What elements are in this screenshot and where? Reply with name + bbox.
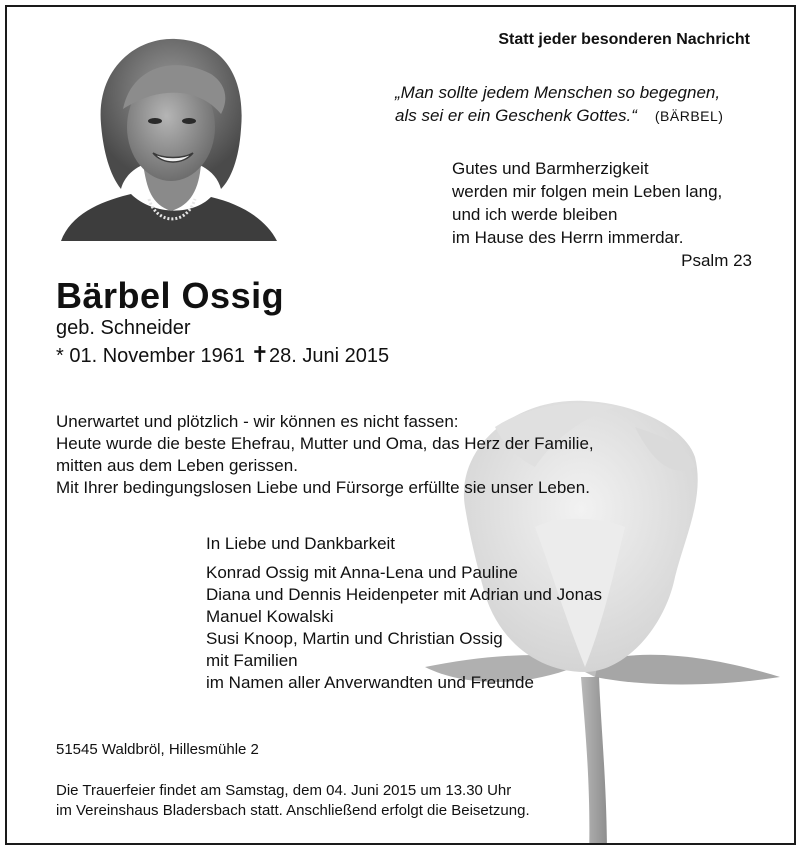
psalm-verse [452,157,752,272]
funeral-line: im Vereinshaus Bladersbach statt. Anschließend erfolgt die Beisetzung. [56,802,530,819]
mourner-line: Konrad Ossig mit Anna-Lena und Pauline [206,563,518,582]
mourner-line: im Namen aller Anverwandten und Freunde [206,673,534,692]
mourner-line: Manuel Kowalski [206,607,334,626]
quote-author: (BÄRBEL) [654,108,724,124]
psalm-line: Gutes und Barmherzigkeit [452,159,649,178]
death-date: 28. Juni 2015 [269,345,390,367]
message-line: mitten aus dem Leben gerissen. [56,456,298,475]
quote-block [395,81,755,128]
psalm-line: werden mir folgen mein Leben lang, [452,182,723,201]
family-address: 51545 Waldbröl, Hillesmühle 2 [56,741,259,758]
cross-icon: ✝ [250,342,270,367]
life-dates [56,342,389,369]
birth-name: geb. Schneider [56,317,191,339]
memorial-message [56,411,696,499]
deceased-name: Bärbel Ossig [56,275,285,316]
quote-line: „Man sollte jedem Menschen so begegnen, [395,83,721,102]
psalm-line: im Hause des Herrn immerdar. [452,228,684,247]
psalm-line: und ich werde bleiben [452,205,618,224]
psalm-reference: Psalm 23 [681,251,752,270]
funeral-line: Die Trauerfeier findet am Samstag, dem 04. Juni 2015 um 13.30 Uhr [56,782,512,799]
obituary-notice [5,5,796,845]
quote-line: als sei er ein Geschenk Gottes.“ (BÄRBEL) [395,106,724,125]
portrait-photo [61,29,277,241]
message-line: Heute wurde die beste Ehefrau, Mutter und Oma, das Herz der Familie, [56,434,594,453]
header-note: Statt jeder besonderen Nachricht [498,31,750,48]
message-line: Mit Ihrer bedingungslosen Liebe und Fürsorge erfüllte sie unser Leben. [56,478,590,497]
birth-date: * 01. November 1961 [56,345,246,367]
message-line: Unerwartet und plötzlich - wir können es nicht fassen: [56,412,459,431]
mourner-line: mit Familien [206,651,298,670]
mourner-line: Susi Knoop, Martin und Christian Ossig [206,629,503,648]
mourner-line: Diana und Dennis Heidenpeter mit Adrian und Jonas [206,585,602,604]
mourners-list [206,533,676,694]
mourners-intro: In Liebe und Dankbarkeit [206,534,396,553]
funeral-info [56,781,676,821]
